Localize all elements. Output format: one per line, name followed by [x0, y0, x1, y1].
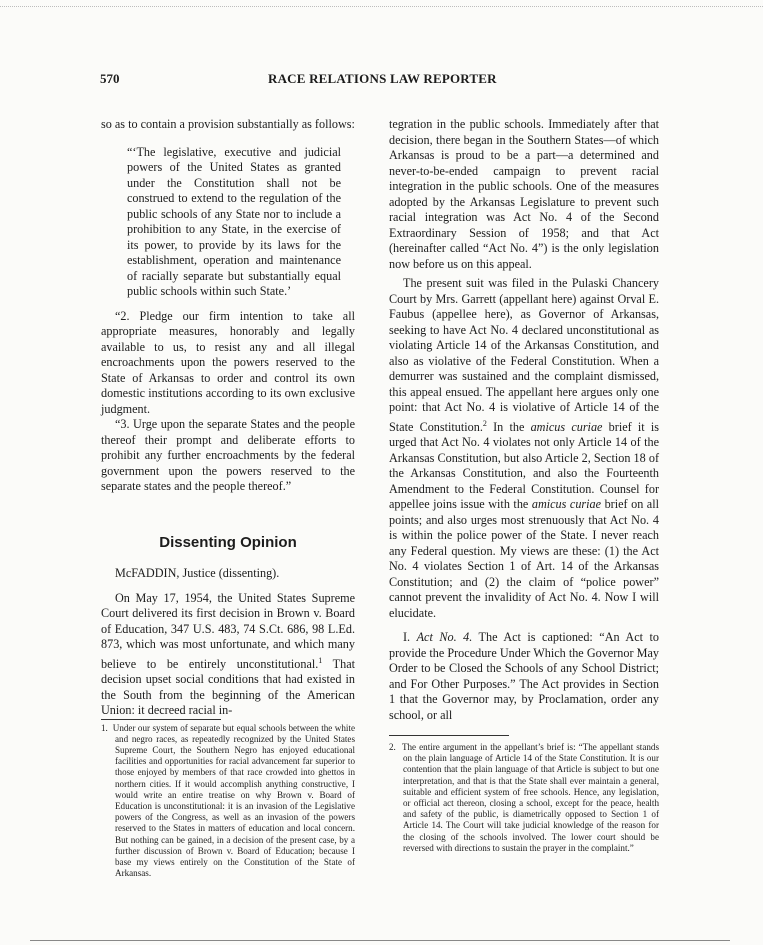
running-head: RACE RELATIONS LAW REPORTER — [268, 71, 497, 86]
suit-text-c: brief it is urged that Act No. 4 violates not only Article 14 of the Arkansas Constitution, but also Article 2, Section 18 of the Arkansas Constitution, and also the Fourteenth Amendment to the Federal Constitution. Counsel for appellee joins issue with the — [389, 419, 659, 512]
brown-text: On May 17, 1954, the United States Supreme Court delivered its first decision in Brown v. Board of Education, 347 U.S. 483, 74 S.Ct. 686, 98 L.Ed. 873, which was most unfortunate, and which many believe to be entirely unconstitutional. — [101, 590, 355, 671]
footnote-rule — [101, 719, 221, 720]
left-paragraph-pledge: “2. Pledge our firm intention to take all appropriate measures, honorably and legally available to us, to resist any and all illegal encroachments upon the powers reserved to the State of Arkansas to order and control its own domestic institutions according to its own exclusive judgment. — [101, 308, 355, 416]
act-lead: I. — [403, 630, 417, 645]
footnote-1-number: 1. — [101, 722, 108, 733]
left-column — [101, 117, 355, 879]
amicus-curiae-2: amicus curiae — [531, 497, 602, 512]
right-column — [389, 117, 659, 854]
footnote-2 — [389, 742, 659, 854]
suit-text-d: brief on all points; and also urges most strenuously that Act No. 4 is within the police power of the State. I never reach any Federal question. My views are these: (1) the Act No. 4 violates Section 1 of Art. 14 of the Arkansas Constitution; and (2) the claim of “police power” cannot prevent the invalidity of Act No. 4. Now I will elucidate. — [389, 497, 659, 620]
suit-text-b: In the — [486, 419, 531, 434]
footnote-rule-right — [389, 735, 509, 736]
footnote-ref-1[interactable]: 1 — [318, 655, 323, 665]
footnote-1-text: Under our system of separate but equal schools between the white and negro races, as repeatedly recognized by the United States Supreme Court, the Southern Negro has enjoyed educational facilities and opportunities for racial advancement far superior to those enjoyed by members of that race crowded into ghettos in northern cities. If it would accomplish anything constructive, I would write an entire treatise on why Brown v. Board of Education is unconstitutional: it is an invasion of the Legislative powers of the Congress, as well as an invasion of the powers reserved to the States in matters of education and local concern. But nothing can be gained, in a decision of the present case, by a further discussion of Brown v. Board of Education; because I base my views entirely on the Constitution of the State of Arkansas. — [112, 722, 355, 879]
left-paragraph-urge: “3. Urge upon the separate States and the people thereof their prompt and deliberate efforts to prohibit any further encroachments by the federal government upon the powers reserved to the separate states and the people thereof.” — [101, 417, 355, 493]
amicus-curiae-1: amicus curiae — [530, 419, 603, 434]
left-paragraph-brown — [101, 591, 355, 719]
left-paragraph-1: so as to contain a provision substantially as follows: — [101, 117, 355, 131]
footnote-2-text: The entire argument in the appellant’s brief is: “The appellant stands on the plain language of Article 14 of the State Constitution. It is our contention that the plain language of that Article is subject to but one interpretation, and that is that the State shall ever maintain a general, suitable and efficient system of free schools. Hence, any legislation, or official act thereon, closing a school, except for the peace, health and safety of the public, is diametrically opposed to Section 1 of Article 14. The Court will take judicial knowledge of the reason for the closing of the schools involved. The lower court should be reversed with directions to sustain the prayer in the complaint.” — [401, 742, 660, 853]
bottom-rule — [30, 940, 730, 941]
page-number: 570 — [100, 71, 120, 86]
right-paragraph-1: tegration in the public schools. Immediately after that decision, there began in the Southern States—of which Arkansas is proud to be a part—a determined and never-to-be-ended campaign to prevent racial integration in the public schools. One of the measures adopted by the Arkansas Legislature to prevent such racial integration was Act No. 4 of the Second Extraordinary Session of 1958; and that Act (hereinafter called “Act No. 4”) is the only legislation now before us on this appeal. — [389, 117, 659, 271]
page-header — [100, 71, 690, 91]
justice-line: McFADDIN, Justice (dissenting). — [115, 566, 280, 580]
top-dotted-border — [0, 6, 763, 7]
brown-text-tail: That decision upset social conditions that had existed in the South from the beginning of the American Union: it decreed racial in- — [101, 656, 355, 718]
act-title: Act No. 4. — [416, 630, 473, 645]
footnote-ref-2[interactable]: 2 — [482, 418, 487, 428]
section-heading: Dissenting Opinion — [159, 533, 297, 551]
suit-text-a: The present suit was filed in the Pulaski Chancery Court by Mrs. Garrett (appellant here) against Orval E. Faubus (appellee here), as Governor of Arkansas, seeking to have Act No. 4 declared unconstitutional as violating Article 14 of the Arkansas Constitution, and also as violative of the Federal Constitution. When a demurrer was sustained and the complaint dismissed, this appeal ensued. The appellant here argues only one point: that Act No. 4 is violative of Article 14 of the State Constitution. — [389, 276, 659, 434]
right-paragraph-act — [389, 630, 659, 723]
act-text: The Act is captioned: “An Act to provide the Procedure Under Which the Governor May Order to be Closed the Schools of any School District; and For Other Purposes.” The Act provides in Section 1 that the Governor may, by Proclamation, order any school, or all — [389, 630, 660, 722]
resolution-quote: “‘The legislative, executive and judicial powers of the United States as granted under the Constitution shall not be construed to extend to the regulation of the public schools of any State nor to include a prohibition to any State, in the exercise of its power, to provide by its laws for the establishment, operation and maintenance of racially separate but substantially equal public schools within such State.’ — [127, 144, 341, 298]
footnote-1 — [101, 723, 355, 880]
right-paragraph-suit — [389, 276, 659, 621]
footnote-2-number: 2. — [389, 742, 396, 753]
